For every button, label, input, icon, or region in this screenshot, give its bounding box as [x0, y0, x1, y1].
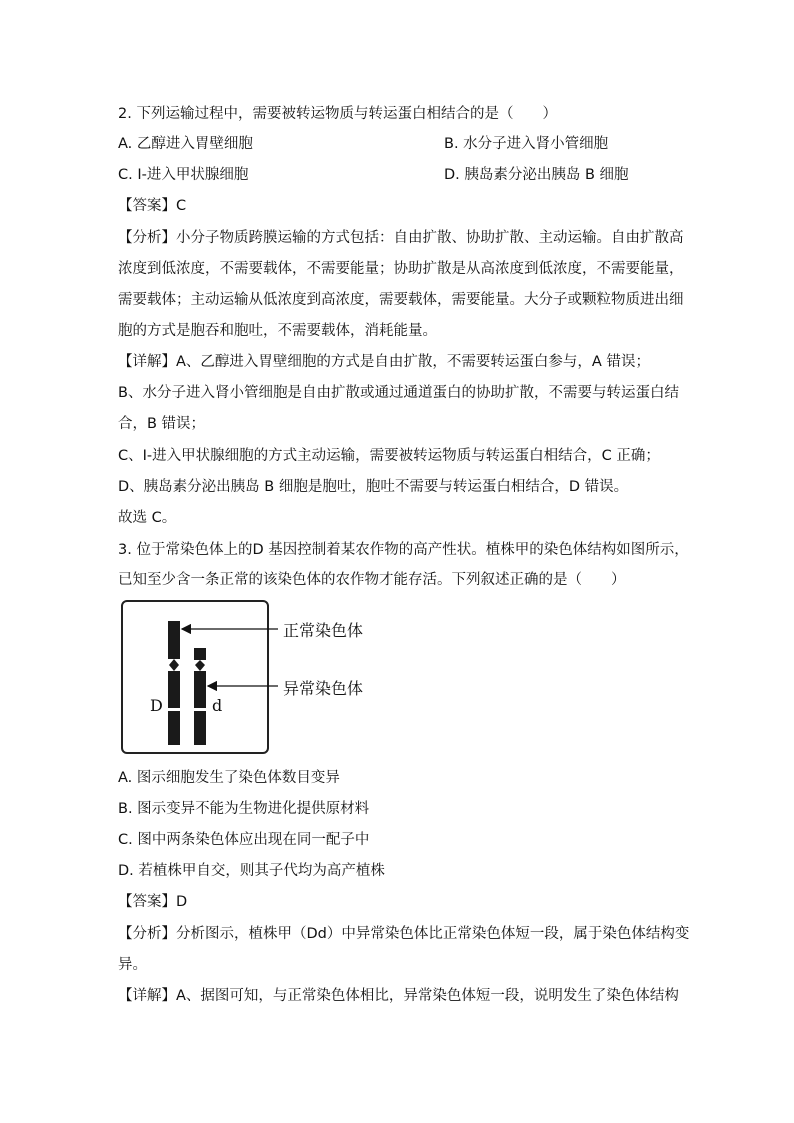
abnormal-chromosome-lower-arm — [194, 711, 206, 745]
allele-d-label: d — [212, 696, 223, 715]
q2-detail-line: 【详解】A、乙醇进入胃壁细胞的方式是自由扩散，不需要转运蛋白参与，A 错误； — [118, 354, 650, 370]
q2-detail-line: B、水分子进入肾小管细胞是自由扩散或通过通道蛋白的协助扩散，不需要与转运蛋白结 — [118, 385, 679, 401]
q2-detail-line: D、胰岛素分泌出胰岛 B 细胞是胞吐，胞吐不需要与转运蛋白相结合，D 错误。 — [118, 479, 629, 495]
q2-option-b: B. 水分子进入肾小管细胞 — [444, 136, 609, 152]
normal-chromosome-label: 正常染色体 — [283, 621, 364, 640]
allele-D-label: D — [150, 696, 163, 715]
q2-analysis-line: 【分析】小分子物质跨膜运输的方式包括：自由扩散、协助扩散、主动运输。自由扩散高 — [118, 230, 684, 246]
q3-option-d: D. 若植株甲自交，则其子代均为高产植株 — [118, 863, 385, 879]
q2-option-d: D. 胰岛素分泌出胰岛 B 细胞 — [444, 167, 629, 183]
q2-option-c: C. I-进入甲状腺细胞 — [118, 167, 249, 183]
q2-analysis-line: 胞的方式是胞吞和胞吐，不需要载体，消耗能量。 — [118, 323, 437, 339]
q3-option-a: A. 图示细胞发生了染色体数目变异 — [118, 770, 340, 786]
normal-chromosome-lower-arm — [168, 711, 180, 745]
q2-option-a: A. 乙醇进入胃壁细胞 — [118, 136, 253, 152]
q2-analysis-line: 需要载体；主动运输从低浓度到高浓度，需要载体，需要能量。大分子或颗粒物质进出细 — [118, 292, 684, 308]
q2-answer: 【答案】C — [118, 198, 187, 214]
q3-option-b: B. 图示变异不能为生物进化提供原材料 — [118, 801, 370, 817]
callout-arrows — [160, 618, 290, 698]
q3-analysis-line: 【分析】分析图示，植株甲（Dd）中异常染色体比正常染色体短一段，属于染色体结构变 — [118, 926, 690, 942]
q3-option-c: C. 图中两条染色体应出现在同一配子中 — [118, 832, 370, 848]
q2-detail-line: C、I-进入甲状腺细胞的方式主动运输，需要被转运物质与转运蛋白相结合，C 正确； — [118, 448, 660, 464]
q2-analysis-line: 浓度到低浓度，不需要载体，不需要能量；协助扩散是从高浓度到低浓度，不需要能量， — [118, 261, 684, 277]
question-2-stem: 2. 下列运输过程中，需要被转运物质与转运蛋白相结合的是（ ） — [118, 106, 557, 122]
q3-analysis-line: 异。 — [118, 957, 147, 973]
q2-detail-line: 合，B 错误； — [118, 416, 206, 432]
q3-detail-line: 【详解】A、据图可知，与正常染色体相比，异常染色体短一段，说明发生了染色体结构 — [118, 988, 679, 1004]
abnormal-chromosome-label: 异常染色体 — [283, 679, 364, 698]
question-3-stem: 3. 位于常染色体上的D 基因控制着某农作物的高产性状。植株甲的染色体结构如图所示， — [118, 542, 689, 558]
q2-conclusion: 故选 C。 — [118, 510, 177, 526]
q3-answer: 【答案】D — [118, 894, 188, 910]
question-3-stem: 已知至少含一条正常的该染色体的农作物才能存活。下列叙述正确的是（ ） — [118, 572, 626, 588]
